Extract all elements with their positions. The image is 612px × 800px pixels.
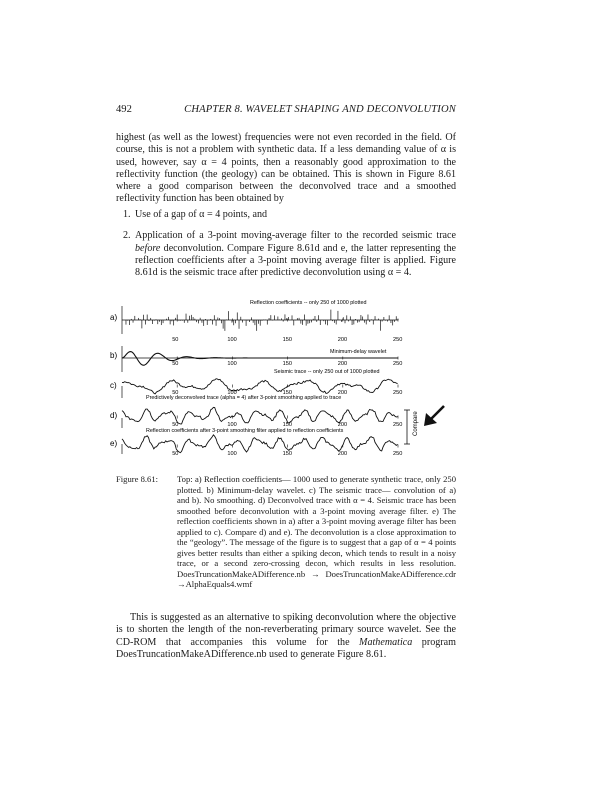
axis-tick-label: 100 <box>227 390 237 396</box>
compare-label: Compare <box>413 411 419 436</box>
axis-tick-label: 150 <box>282 361 292 367</box>
chapter-title: CHAPTER 8. WAVELET SHAPING AND DECONVOLUTION <box>184 104 456 115</box>
axis-tick-label: 250 <box>393 361 403 367</box>
figure-plot <box>106 296 460 470</box>
axis-tick-label: 250 <box>393 337 403 343</box>
panel-label-b: b) <box>110 351 118 360</box>
seismic-trace <box>122 379 398 394</box>
list-text: Use of a gap of α = 4 points, and <box>135 209 268 220</box>
list-text <box>135 230 456 278</box>
axis-tick-label: 250 <box>393 451 403 457</box>
compare-bracket <box>404 410 410 444</box>
caption-label: Figure 8.61: <box>116 474 159 484</box>
axis-tick-label: 250 <box>393 422 403 428</box>
axis-tick-label: 50 <box>172 361 179 367</box>
list-item-2 <box>116 230 456 279</box>
caption-text: Top: a) Reflection coefficients— 1000 used to generate synthetic trace, only 250 plotted. b) Minimum-delay wavelet. c) The seismic trace— convolution of a) and b). No smoothing. d) Deconvolved trace with α = 4. Seismic trace has been smoothed before deconvolution with a 3-point moving average filter. e) The reflection coefficients shown in a) after a 3-point moving average filter has been applied to c). Compare d) and e). The deconvolution is a close approximation to the “geology”. The message of the figure is to suggest that a gap of α = 4 points gives better results than either a spiking decon, which tends to result in a noisy trace, or a second zero-crossing decon, which results in less resolution. DoesTruncationMakeADifference.nb → DoesTruncationMakeADifference.cdr →AlphaEquals4.wmf <box>177 474 456 589</box>
axis-tick-label: 100 <box>227 361 237 367</box>
panel-label-c: c) <box>110 381 117 390</box>
axis-tick-label: 50 <box>172 337 179 343</box>
panel-label-e: e) <box>110 439 118 448</box>
list-number: 1. <box>123 209 131 220</box>
axis-tick-label: 100 <box>227 337 237 343</box>
panel-label-d: d) <box>110 411 118 420</box>
smoothed-reflectivity-trace <box>122 435 398 453</box>
axis-tick-label: 100 <box>227 451 237 457</box>
list-text-part: Application of a 3-point moving-average filter to the recorded seismic trace <box>135 230 456 242</box>
paragraph-intro: highest (as well as the lowest) frequencies were not even recorded in the field. Of course, this is not a problem with synthetic data. If a less demanding value of α is used, however, say α = 4 points, then a reasonably good approximation to the reflectivity function (the geology) can be obtained. This is shown in Figure 8.61 where a good comparison between the deconvolved trace and a smoothed reflectivity function has been obtained by <box>116 132 456 205</box>
paragraph-text-emphasis: Mathematica <box>359 636 413 648</box>
figure-caption <box>116 474 456 590</box>
page-number: 492 <box>116 104 132 115</box>
paragraph-conclusion <box>116 612 456 661</box>
axis-tick-label: 150 <box>282 422 292 428</box>
annotation-reflection-coefficients: Reflection coefficients -- only 250 of 1000 plotted <box>250 300 367 306</box>
panel-label-a: a) <box>110 313 118 322</box>
axis-tick-label: 200 <box>337 337 348 343</box>
axis-tick-label: 200 <box>337 361 348 367</box>
axis-tick-label: 150 <box>282 337 292 343</box>
axis-tick-label: 50 <box>172 451 179 457</box>
axis-tick-label: 150 <box>282 451 292 457</box>
list-number: 2. <box>123 230 131 242</box>
paragraph-text-part: This is suggested as an alternative to spiking deconvolution where the objective is to shorten the length of the non-reverberating primary source wavelet. See the CD-ROM that accompanies this volume for the <box>116 612 456 648</box>
axis-tick-label: 250 <box>393 390 403 396</box>
figure-8-61 <box>106 296 460 470</box>
axis-tick-label: 50 <box>172 390 179 396</box>
list-text-part: deconvolution. Compare Figure 8.61d and e, the latter representing the reflection coefficients after a 3-point moving average filter is applied. Figure 8.61d is the seismic trace after predictive deconvolution using α = 4. <box>135 242 456 279</box>
annotation-deconvolved-trace: Predictively deconvolved trace (alpha = 4) after 3-point smoothing applied to trace <box>146 395 342 401</box>
axis-tick-label: 200 <box>337 422 348 428</box>
numbered-list <box>116 209 456 279</box>
deconvolved-trace <box>122 407 398 424</box>
annotation-smoothed-reflectivity: Reflection coefficients after 3-point smoothing filter applied to reflection coefficients <box>146 428 344 434</box>
traces-layer <box>122 306 402 457</box>
list-text-emphasis: before <box>135 242 161 254</box>
axis-tick-label: 100 <box>227 422 237 428</box>
labels-layer <box>110 300 419 448</box>
axis-tick-label: 200 <box>337 390 348 396</box>
annotation-minimum-delay-wavelet: Minimum-delay wavelet <box>330 349 387 355</box>
paragraph-text-part: program DoesTruncationMakeADifference.nb used to generate Figure 8.61. <box>116 636 456 660</box>
axis-tick-label: 150 <box>282 390 292 396</box>
axis-tick-label: 50 <box>172 422 179 428</box>
arrow-icon <box>424 406 444 426</box>
list-item-1 <box>116 209 456 221</box>
axis-tick-label: 200 <box>337 451 348 457</box>
annotation-seismic-trace: Seismic trace -- only 250 out of 1000 plotted <box>274 369 380 375</box>
